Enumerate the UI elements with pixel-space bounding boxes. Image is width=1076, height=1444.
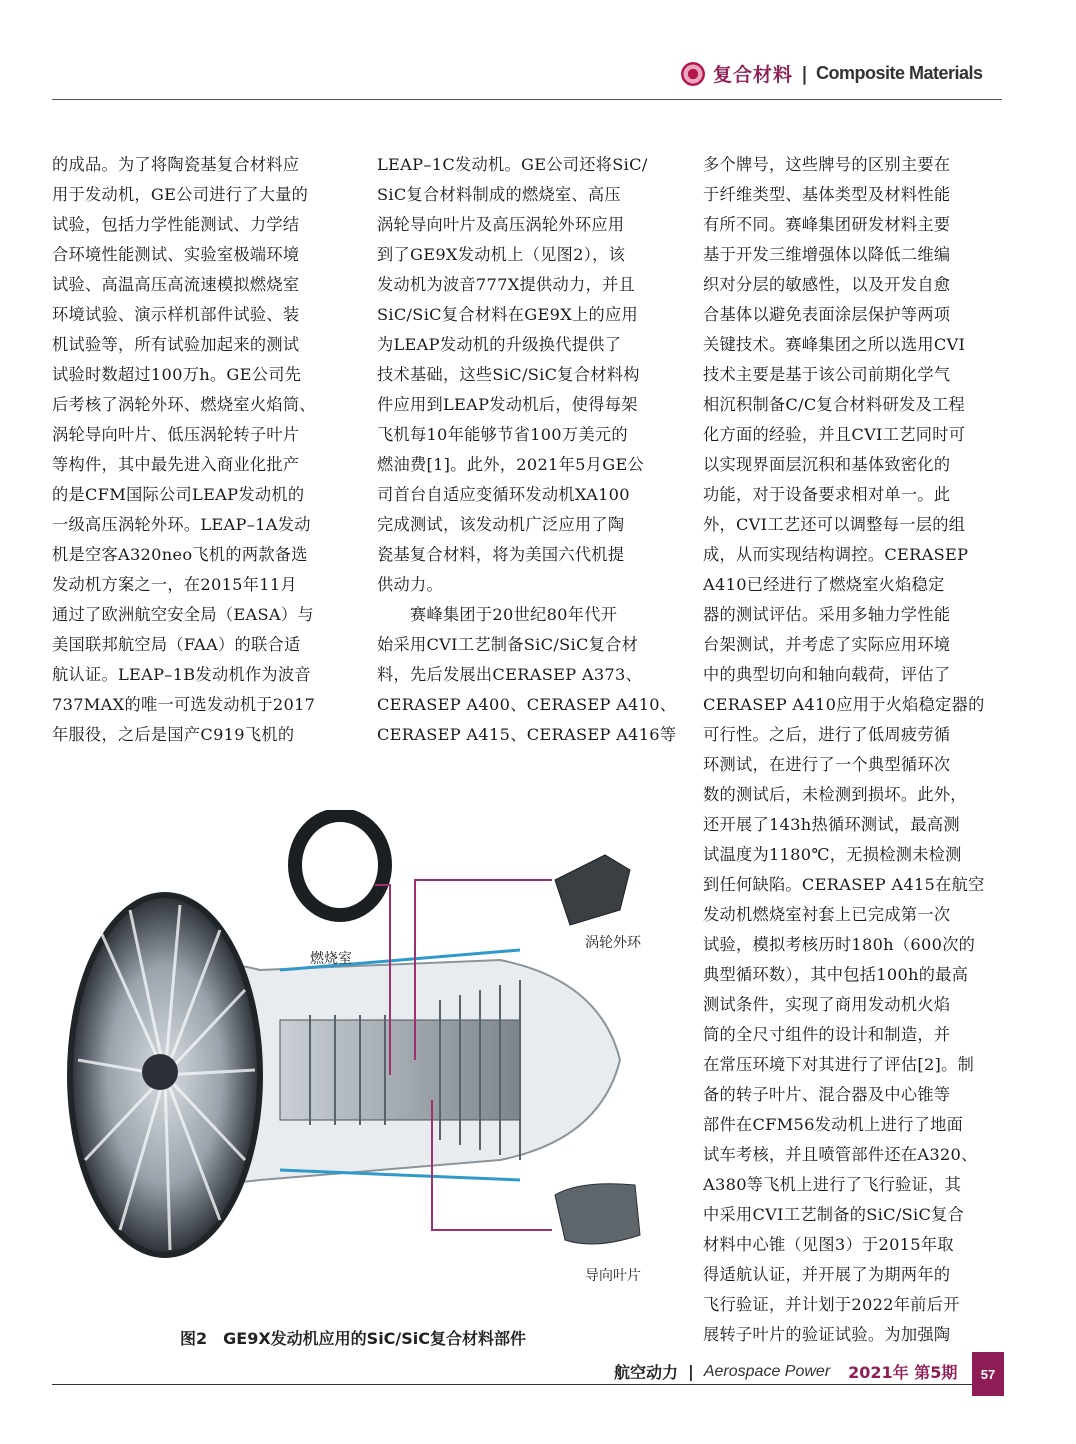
text-line: 试验时数超过100万h。GE公司先 <box>52 365 302 384</box>
text-line: 器的测试评估。采用多轴力学性能 <box>703 605 951 624</box>
section-title-en: Composite Materials <box>815 63 983 83</box>
text-line: 关键技术。赛峰集团之所以选用CVI <box>703 335 966 354</box>
text-line: LEAP–1C发动机。GE公司还将SiC/ <box>377 155 648 174</box>
text-line: 飞行验证，并计划于2022年前后开 <box>703 1295 960 1314</box>
text-line: 测试条件，实现了商用发动机火焰 <box>703 995 951 1014</box>
text-line: A380等飞机上进行了飞行验证，其 <box>703 1175 962 1194</box>
text-line: 数的测试后，未检测到损坏。此外， <box>703 785 967 804</box>
text-line: 还开展了143h热循环测试，最高测 <box>703 815 960 834</box>
text-line: CERASEP A400、CERASEP A410、 <box>377 695 677 714</box>
text-line: 供动力。 <box>377 575 443 594</box>
vane-part <box>555 1184 640 1244</box>
text-line: 737MAX的唯一可选发动机于2017 <box>52 695 316 714</box>
text-line: 台架测试，并考虑了实际应用环境 <box>703 635 951 654</box>
text-line: 到任何缺陷。CERASEP A415在航空 <box>703 875 985 894</box>
shroud-part <box>555 855 630 925</box>
section-header <box>681 60 983 87</box>
text-line: 发动机燃烧室衬套上已完成第一次 <box>703 905 951 924</box>
text-line: 成，从而实现结构调控。CERASEP <box>703 545 969 564</box>
text-line: 环测试，在进行了一个典型循环次 <box>703 755 951 774</box>
figure-engine-cutaway <box>60 810 680 1310</box>
text-line: 等构件，其中最先进入商业化批产 <box>52 455 300 474</box>
text-line: 通过了欧洲航空安全局（EASA）与 <box>52 605 314 624</box>
text-line: 的是CFM国际公司LEAP发动机的 <box>52 485 305 504</box>
text-line: 飞机每10年能够节省100万美元的 <box>377 425 628 444</box>
header-rule <box>52 99 1002 100</box>
text-line: 功能，对于设备要求相对单一。此 <box>703 485 951 504</box>
spinner <box>142 1054 178 1090</box>
text-line: 完成测试，该发动机广泛应用了陶 <box>377 515 625 534</box>
text-line: 试验，模拟考核历时180h（600次的 <box>703 935 976 954</box>
text-line: SiC复合材料制成的燃烧室、高压 <box>377 185 621 204</box>
text-line: 有所不同。赛峰集团研发材料主要 <box>703 215 951 234</box>
text-line: CERASEP A410应用于火焰稳定器的 <box>703 695 985 714</box>
text-line: 到了GE9X发动机上（见图2），该 <box>377 245 626 264</box>
text-line: 燃油费[1]。此外，2021年5月GE公 <box>377 455 645 474</box>
text-line: 发动机为波音777X提供动力，并且 <box>377 275 635 294</box>
section-separator: | <box>801 62 808 85</box>
text-line: 相沉积制备C/C复合材料研发及工程 <box>703 395 965 414</box>
text-line: 美国联邦航空局（FAA）的联合适 <box>52 635 301 654</box>
issue-label: 2021年 第5期 <box>848 1363 958 1382</box>
text-line: 织对分层的敏感性，以及开发自愈 <box>703 275 951 294</box>
text-line: 在常压环境下对其进行了评估[2]。制 <box>703 1055 975 1074</box>
journal-name-en: Aerospace Power <box>703 1362 831 1380</box>
text-line: 于纤维类型、基体类型及材料性能 <box>703 185 951 204</box>
section-logo-icon <box>681 62 705 86</box>
text-line: 始采用CVI工艺制备SiC/SiC复合材 <box>377 635 639 654</box>
section-title-cn: 复合材料 <box>713 64 794 86</box>
footer-rule <box>52 1384 977 1385</box>
text-line: 得适航认证，并开展了为期两年的 <box>703 1265 951 1284</box>
text-line: 赛峰集团于20世纪80年代开 <box>377 605 618 624</box>
text-line: 以实现界面层沉积和基体致密化的 <box>703 455 951 474</box>
text-line: 中采用CVI工艺制备的SiC/SiC复合 <box>703 1205 965 1224</box>
text-line: 的成品。为了将陶瓷基复合材料应 <box>52 155 300 174</box>
text-line: 涡轮导向叶片及高压涡轮外环应用 <box>377 215 625 234</box>
text-line: 司首台自适应变循环发动机XA100 <box>377 485 630 504</box>
text-line: 航认证。LEAP–1B发动机作为波音 <box>52 665 311 684</box>
engine-cutaway-illustration <box>60 810 680 1310</box>
text-line: SiC/SiC复合材料在GE9X上的应用 <box>377 305 639 324</box>
text-line: 件应用到LEAP发动机后，使得每架 <box>377 395 638 414</box>
text-line: 化方面的经验，并且CVI工艺同时可 <box>703 425 966 444</box>
text-line: 基于开发三维增强体以降低二维编 <box>703 245 951 264</box>
text-line: 试验、高温高压高流速模拟燃烧室 <box>52 275 300 294</box>
text-line: 后考核了涡轮外环、燃烧室火焰筒、 <box>52 395 316 414</box>
text-line: 技术基础，这些SiC/SiC复合材料构 <box>377 365 640 384</box>
text-line: 部件在CFM56发动机上进行了地面 <box>703 1115 964 1134</box>
text-line: 备的转子叶片、混合器及中心锥等 <box>703 1085 951 1104</box>
label-shroud: 涡轮外环 <box>585 935 641 951</box>
text-line: 外，CVI工艺还可以调整每一层的组 <box>703 515 966 534</box>
text-column-1 <box>52 150 352 750</box>
text-line: 一级高压涡轮外环。LEAP–1A发动 <box>52 515 311 534</box>
text-line: 发动机方案之一，在2015年11月 <box>52 575 297 594</box>
text-line: 用于发动机，GE公司进行了大量的 <box>52 185 309 204</box>
text-line: CERASEP A415、CERASEP A416等 <box>377 725 677 744</box>
text-line: 合环境性能测试、实验室极端环境 <box>52 245 300 264</box>
text-line: A410已经进行了燃烧室火焰稳定 <box>703 575 945 594</box>
page-footer <box>614 1360 957 1383</box>
text-line: 合基体以避免表面涂层保护等两项 <box>703 305 951 324</box>
text-line: 技术主要是基于该公司前期化学气 <box>703 365 951 384</box>
text-line: 为LEAP发动机的升级换代提供了 <box>377 335 622 354</box>
label-vane: 导向叶片 <box>585 1268 641 1284</box>
text-line: 年服役，之后是国产C919飞机的 <box>52 725 295 744</box>
text-line: 试温度为1180℃，无损检测未检测 <box>703 845 962 864</box>
text-line: 典型循环数），其中包括100h的最高 <box>703 965 969 984</box>
text-line: 试验，包括力学性能测试、力学结 <box>52 215 300 234</box>
text-line: 材料中心锥（见图3）于2015年取 <box>703 1235 954 1254</box>
text-line: 涡轮导向叶片、低压涡轮转子叶片 <box>52 425 300 444</box>
text-line: 机试验等，所有试验加起来的测试 <box>52 335 300 354</box>
text-line: 机是空客A320neo飞机的两款备选 <box>52 545 308 564</box>
text-line: 可行性。之后，进行了低周疲劳循 <box>703 725 951 744</box>
text-line: 中的典型切向和轴向载荷，评估了 <box>703 665 951 684</box>
text-line: 筒的全尺寸组件的设计和制造，并 <box>703 1025 951 1044</box>
engine-core <box>280 1020 520 1120</box>
text-line: 多个牌号，这些牌号的区别主要在 <box>703 155 951 174</box>
text-line: 试车考核，并且喷管部件还在A320、 <box>703 1145 978 1164</box>
text-column-3 <box>703 150 1003 1350</box>
text-column-2 <box>377 150 677 750</box>
label-combustor: 燃烧室 <box>310 951 352 967</box>
page-number: 57 <box>972 1352 1004 1396</box>
text-line: 展转子叶片的验证试验。为加强陶 <box>703 1325 951 1344</box>
text-line: 环境试验、演示样机部件试验、装 <box>52 305 300 324</box>
text-line: 瓷基复合材料，将为美国六代机提 <box>377 545 625 564</box>
journal-name-cn: 航空动力 <box>614 1363 679 1382</box>
combustor-part <box>295 815 385 915</box>
text-line: 料，先后发展出CERASEP A373、 <box>377 665 643 684</box>
footer-separator: | <box>688 1362 694 1381</box>
figure-caption: 图2 GE9X发动机应用的SiC/SiC复合材料部件 <box>180 1329 527 1348</box>
